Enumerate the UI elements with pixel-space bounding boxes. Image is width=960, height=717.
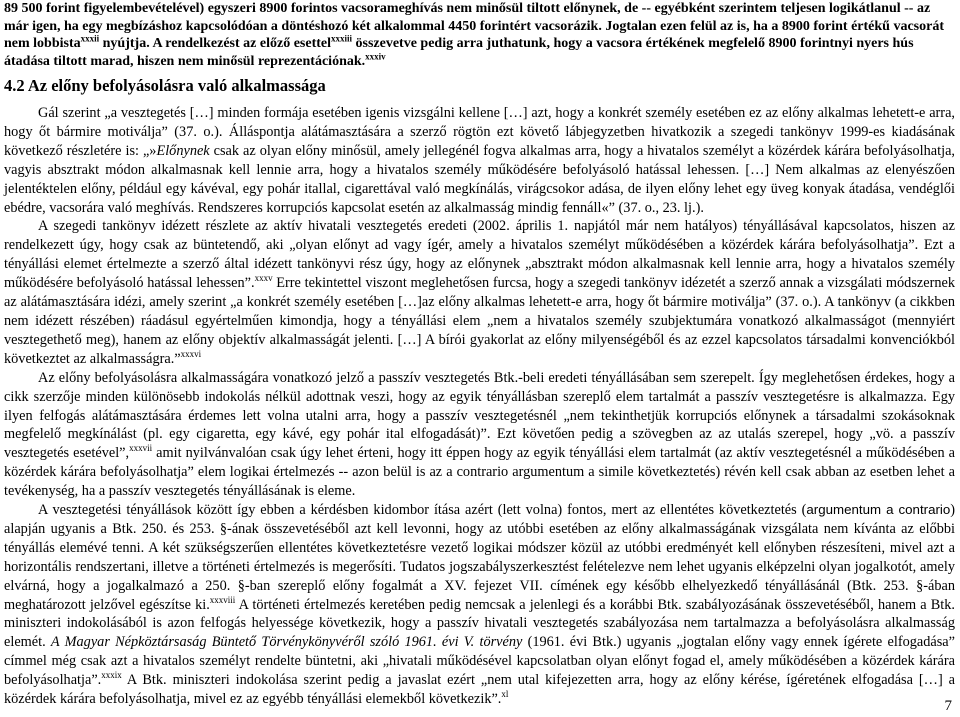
text-run: 89 500 forint figyelembevételével) egyszeri 8900 forintos vacsorameghívás nem minősül tiltott előnynek, de -- egyébként szerintem teljesen logikátlanul -- az már igen, ha egy megbízáshoz kapcsolódóan a döntéshozó két alkalommal 4450 forintért vacsorázik. Jogtalan ezen felül az is, ha a 8900 forint értékű vacsorát nem lobbista bbox=[4, 1, 945, 51]
paragraph bbox=[4, 104, 955, 217]
document-page bbox=[4, 0, 955, 709]
text-run: A szegedi tankönyv idézett részlete az aktív hivatali vesztegetés eredeti (2002. április 1. napjától már nem hatályos) tényállásával kapcsolatos, hiszen az rendelkezett úgy, hogy csak az büntetendő, aki „olyan előnyt ad vagy ígér, amely a hivatalos személyt működésében a közérdek kárára befolyásolhatja”. Ezt a tényállási elemet értelmezte a szerző által idézett tankönyvi rész úgy, hogy az előnynek „absztrakt módon alkalmasnak kell lennie arra, hogy a hivatalos személy működésére befolyásoló hatással lehessen”. bbox=[4, 218, 955, 292]
endnote-ref[interactable]: xxxv bbox=[254, 273, 273, 284]
section-heading: 4.2 Az előny befolyásolásra való alkalmassága bbox=[4, 76, 326, 95]
text-run: nyújtja. bbox=[99, 36, 150, 51]
italic-run: A Magyar Népköztársaság Büntető Törvénykönyvéről szóló 1961. évi V. törvény bbox=[50, 634, 523, 651]
text-run: A történeti értelmezés keretében pedig nemcsak a jelenlegi és a korábbi Btk. szabályozásának összevetéséből, hanem a Btk. miniszteri indokolásából is azon felfogás helyessége következik, hogy a passzív hivatali vesztegetés szabályozása nem tartalmazza a befolyásolásra alkalmasság elemét. bbox=[4, 596, 956, 651]
text-run: csak az olyan előny minősül, amely jellegénél fogva alkalmas arra, hogy a hivatalos személyt a közérdek kárára befolyásolhatja, vagyis absztrakt módon alkalmasnak kell lennie arra, hogy a hivatalos személy működésére befolyásoló hatással lehessen. […] Nem alkalmas az elenyészően jelentéktelen előny, például egy kávéval, egy pohár itallal, cigarettával való megkínálás, virágcsokor adása, de ilyen előny lehet egy üveg konyak átadása, vendéglői ebédre, vacsorára való meghívás. Rendszeres korrupciós kapcsolat esetén az alkalmasság mindig fennáll«” (37. o., 23. lj.). bbox=[4, 142, 955, 216]
text-run: összevetve pedig arra juthatunk, hogy a vacsora értékének megfelelő 8900 forintnyi nyers hús átadása tiltott marad, hiszen nem minősül reprezentációnak. bbox=[4, 36, 914, 69]
text-run: Az előny befolyásolásra alkalmasságára vonatkozó jelző a passzív vesztegetés Btk.-beli eredeti tényállásában sem szerepelt. Így meglehetősen érdekes, hogy a cikk szerzője minden különösebb indokolás nélkül adottnak veszi, hogy az egyik tényállásban szereplő elem tartalmát a passzív vesztegetésre is alkalmazza. Egy ilyen felfogás alátámasztására érdemes lett volna utalni arra, hogy a passzív vesztegetésnél „nem tekinthetjük korrupciós előnynek a társadalmi szokásoknak megfelelő megkínálást (pl. egy cigaretta, egy kávé, egy pohár ital elfogadását)”. Ezt követően pedig a szövegben az az utalás szerepel, hogy „vö. a passzív vesztegetés esetével”, bbox=[4, 369, 955, 462]
italic-run: Előnynek bbox=[156, 142, 210, 159]
text-run: ) alapján ugyanis a Btk. 250. és 253. §-ának összevetéséből azt kell levonni, hogy az utóbbi esetében az előny alkalmasságának vizsgálata nem kívánta az előbbi tényállás elemévé tenni. A két szükségszerűen ellentétes következtetésre vezető logikai módszer közül az utóbbi eredményét kell előnyben részesíteni, mivel azt a horizontális rendszertani, illetve a történeti értelmezés is megerősíti. Tudatos jogszabályszerkesztést felételezve nem lehet ugyanis elképzelni olyan jogalkotót, amely elvárná, hogy a jogalkalmazó a 250. §-ban szereplő előny fogalmát a XV. fejezet VII. címének egy később elhelyezkedő tényállásánál (Btk. 253. §-ában meghatározott jelzővel egészítse ki. bbox=[4, 502, 956, 613]
text-run: amit nyilvánvalóan csak úgy lehet érteni, hogy itt éppen hogy az egyik tényállási elem tartalmát (az aktív vesztegetésnél a működésében a közérdek kárára befolyásolhatja” elem logikai értelmezés -- azon belül is az a contrario argumentum a simile következtetés) révén kell bbox=[4, 445, 955, 481]
endnote-ref[interactable]: xl bbox=[501, 689, 509, 700]
text-run: Gál szerint „a vesztegetés […] minden formája esetében igenis vizsgálni kellene […] azt, hogy a konkrét személy esetében ez az előny alkalmas lehetett-e arra, hogy őt bármire motiválja” (37. o.). bbox=[4, 105, 955, 140]
endnote-ref[interactable]: xxxix bbox=[101, 670, 122, 681]
endnote-ref[interactable]: xxxiii bbox=[331, 33, 353, 44]
text-run: csak abban az esetben lehet a tevékenység, ha a passzív vesztegetés tényállásának is eleme. bbox=[4, 464, 955, 500]
endnote-ref[interactable]: xxxvii bbox=[129, 443, 153, 454]
latin-term: argumentum a contrario bbox=[806, 502, 951, 518]
text-run: (1961. évi Btk.) ugyanis „jogtalan előny vagy ennek ígérete elfogadása” címmel még csak azt a hivatalos személyt rendelte büntetni, aki „hivatali működésével kapcsolatban olyan előnyt fogad el, amely működésében a közérdek kárára befolyásolhatja”. bbox=[4, 634, 955, 689]
endnote-ref[interactable]: xxxii bbox=[80, 33, 100, 44]
endnote-ref[interactable]: xxxiv bbox=[365, 50, 386, 61]
text-run: Álláspontja alátámasztására a szerző rögtön ezt követő lábjegyzetben hivatkozik a szegedi tankönyv 1999-es kiadásának következő részletére is: „» bbox=[4, 123, 955, 159]
text-run: A rendelkezést az előző esettel bbox=[152, 36, 331, 51]
text-run: Erre tekintettel viszont meglehetősen furcsa, hogy a szegedi tankönyv idézetét a szerző annak a vizsgálati módszernek az alátámasztására idézi, amely szerint „a konkrét személy esetében […]az előny alkalmas lehetett-e arra, hogy őt bármire motiválja” (37. o.). A tankönyv (a cikkben nem idézett részében) ráadásul egyértelműen kimondja, hogy a tényállási elem „nem a hivatalos személy szubjektumára vonatkozó alkalmasságot (mennyiért vesztegethető meg), hanem az előny objektív alkalmasságát jelenti. […] A bírói gyakorlat az előny milyenségéből és az ezzel kapcsolatos társadalmi konvenciókból következtet az alkalmasságra.” bbox=[4, 275, 955, 367]
top-paragraphs bbox=[4, 0, 955, 70]
top-paragraph-1 bbox=[4, 0, 955, 70]
endnote-ref[interactable]: xxxvi bbox=[180, 349, 202, 360]
body-text bbox=[4, 104, 955, 709]
paragraph bbox=[4, 369, 955, 501]
text-run: A vesztegetési tényállások között így ebben a kérdésben kidombor ítása azért (lett volna) fontos, mert az ellentétes következtetés ( bbox=[38, 502, 807, 519]
text-run: A Btk. miniszteri indokolása szerint pedig a javaslat ezért „nem utal kifejezetten arra, hogy az előny kérése, ígéretének elfogadása […] a közérdek kárára befolyásolhatja, mivel ez az egyébb tényállási elemekből következik”. bbox=[4, 672, 955, 708]
paragraph bbox=[4, 217, 955, 368]
paragraph bbox=[4, 501, 955, 709]
page-number: 7 bbox=[944, 698, 952, 714]
endnote-ref[interactable]: xxxviii bbox=[209, 594, 236, 605]
